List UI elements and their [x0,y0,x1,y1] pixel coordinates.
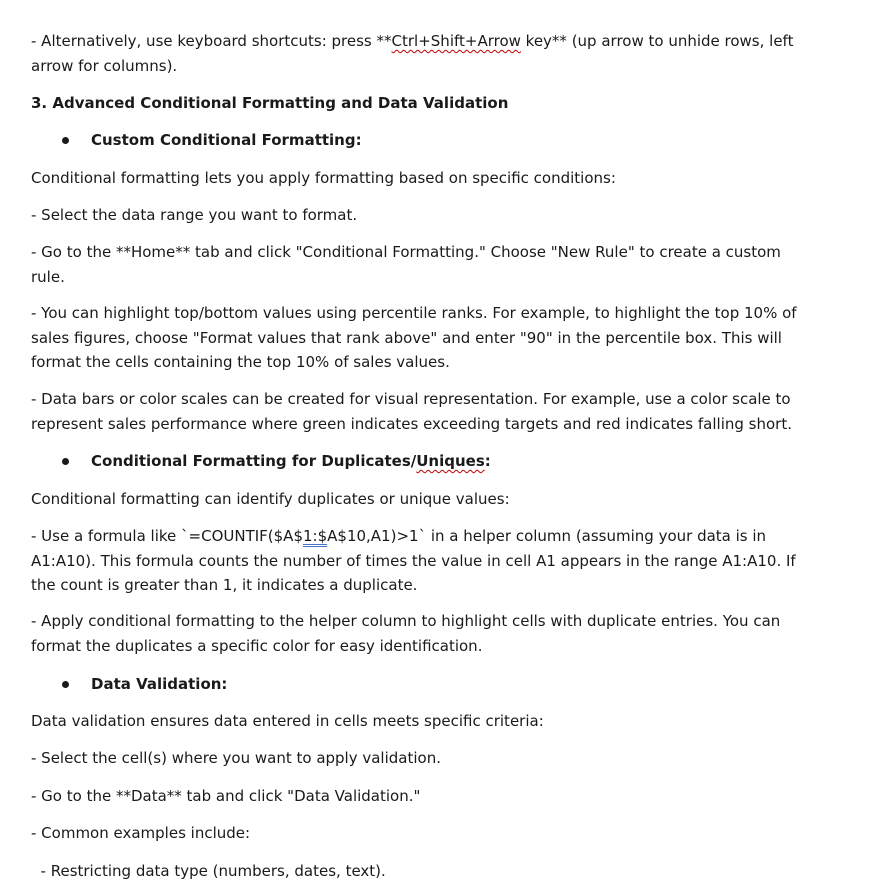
paragraph-examples: - Common examples include: [31,824,251,842]
paragraph-goto-home [31,240,811,289]
grammar-flag: 1:$ [303,527,328,545]
paragraph-select-cells: - Select the cell(s) where you want to apply validation. [31,749,441,767]
paragraph-keyboard-shortcuts [31,29,811,78]
paragraph-apply-cf [31,609,811,658]
text-line: format the duplicates a specific color for easy identification. [31,636,483,655]
text-line: - Use a formula like `=COUNTIF($A$1:$A$10,A1)>1` in a helper column (assuming your data is in [31,527,767,545]
bullet-label: Conditional Formatting for Duplicates/Uniques: [91,452,491,470]
text-line: format the cells containing the top 10% of sales values. [31,353,450,372]
section-heading: 3. Advanced Conditional Formatting and Data Validation [31,94,509,112]
paragraph-restrict-type: - Restricting data type (numbers, dates, text). [31,862,386,880]
text-line: the count is greater than 1, it indicates a duplicate. [31,576,418,595]
text-line: - Apply conditional formatting to the helper column to highlight cells with duplicate entries. You can [31,612,781,630]
spellcheck-flag: Uniques [416,452,485,470]
paragraph-percentile [31,301,811,375]
bullet-label: Data Validation: [91,675,228,693]
text-line: - Go to the **Home** tab and click "Conditional Formatting." Choose "New Rule" to create a custom [31,243,781,261]
text-line: sales figures, choose "Format values that rank above" and enter "90" in the percentile box. This will [31,328,782,347]
text-line: rule. [31,267,65,286]
text-line: arrow for columns). [31,56,178,75]
text-line: - Alternatively, use keyboard shortcuts: press **Ctrl+Shift+Arrow key** (up arrow to unhide rows, left [31,32,794,50]
paragraph-goto-data: - Go to the **Data** tab and click "Data Validation." [31,787,421,805]
paragraph-dup-intro: Conditional formatting can identify duplicates or unique values: [31,490,510,508]
bullet-dot-icon [62,137,69,144]
paragraph-select-range: - Select the data range you want to format. [31,206,358,224]
text-line: - Data bars or color scales can be created for visual representation. For example, use a color scale to [31,390,791,408]
bullet-dot-icon [62,458,69,465]
paragraph-data-bars [31,387,811,436]
paragraph-dv-intro: Data validation ensures data entered in cells meets specific criteria: [31,712,544,730]
text-line: - You can highlight top/bottom values using percentile ranks. For example, to highlight the top 10% of [31,304,797,322]
paragraph-cf-intro: Conditional formatting lets you apply formatting based on specific conditions: [31,169,616,187]
text-line: represent sales performance where green indicates exceeding targets and red indicates falling short. [31,414,792,433]
spellcheck-flag: Ctrl+Shift+Arrow [391,32,521,50]
paragraph-countif [31,524,811,598]
bullet-dot-icon [62,681,69,688]
bullet-label: Custom Conditional Formatting: [91,131,362,149]
text-line: A1:A10). This formula counts the number of times the value in cell A1 appears in the range A1:A10. If [31,551,796,570]
